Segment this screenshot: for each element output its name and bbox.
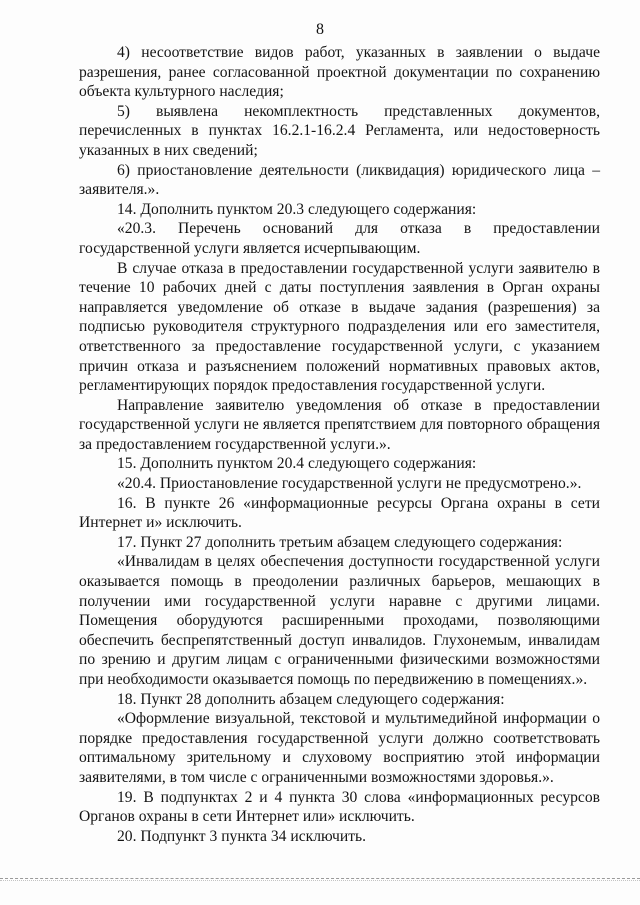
paragraph-refusal-notice: В случае отказа в предоставлении государственной услуги заявителю в течение 10 рабочих дней с даты поступления заявления в Орган охраны направляется уведомление об отказе в выдаче задания (разрешения) за подписью руководителя структурного подразделения или его заместителя, ответственного за предоставление государственной услуги, с указанием причин отказа и разъяснением положений нормативных правовых актов, регламентирующих порядок предоставления государственной услуги. <box>79 259 600 395</box>
paragraph-point-20: 20. Подпункт 3 пункта 34 исключить. <box>117 827 367 845</box>
paragraph-quote-visual-info: «Оформление визуальной, текстовой и мультимедийной информации о порядке предоставления государственной услуги должно соответствовать оптимальному зрительному и слуховому восприятию этой информации заявителями, в том числе с ограниченными возможностями здоровья.». <box>79 710 600 786</box>
paragraph-item-6: 6) приостановление деятельности (ликвидация) юридического лица – заявителя.». <box>79 161 600 199</box>
paragraph-point-14: 14. Дополнить пунктом 20.3 следующего содержания: <box>117 200 477 218</box>
paragraph-item-4: 4) несоответствие видов работ, указанных в заявлении о выдаче разрешения, ранее согласованной проектной документации по сохранению объекта культурного наследия; <box>79 44 600 101</box>
paragraph-quote-20-4: «20.4. Приостановление государственной услуги не предусмотрено.». <box>117 475 582 493</box>
paragraph-item-5: 5) выявлена некомплектность представленных документов, перечисленных в пунктах 16.2.1-16.2.4 Регламента, или недостоверность указанных в них сведений; <box>79 102 600 159</box>
paragraph-quote-disabled-access: «Инвалидам в целях обеспечения доступности государственной услуги оказывается помощь в преодолении различных барьеров, мешающих в получении ими государственной услуги наравне с другими лицами. Помещения оборудуются расширенными проходами, позволяющими обеспечить беспрепятственный доступ инвалидов. Глухонемым, инвалидам по зрению и другим лицам с ограниченными физическими возможностями при необходимости оказывается помощь по передвижению в помещениях.». <box>79 553 600 688</box>
scan-edge-line <box>0 878 640 879</box>
page-number: 8 <box>316 21 324 38</box>
paragraph-point-16: 16. В пункте 26 «информационные ресурсы Органа охраны в сети Интернет и» исключить. <box>79 494 600 532</box>
paragraph-point-17: 17. Пункт 27 дополнить третьим абзацем следующего содержания: <box>117 533 563 551</box>
scan-edge-line-secondary <box>0 880 640 881</box>
paragraph-quote-20-3: «20.3. Перечень оснований для отказа в предоставлении государственной услуги является исчерпывающим. <box>79 220 600 257</box>
paragraph-point-19: 19. В подпунктах 2 и 4 пункта 30 слова «информационных ресурсов Органов охраны в сети Интернет или» исключить. <box>79 788 600 826</box>
document-body <box>79 43 600 846</box>
paragraph-point-18: 18. Пункт 28 дополнить абзацем следующего содержания: <box>117 690 505 708</box>
paragraph-point-15: 15. Дополнить пунктом 20.4 следующего содержания: <box>117 455 477 473</box>
paragraph-repeat-application: Направление заявителю уведомления об отказе в предоставлении государственной услуги не является препятствием для повторного обращения за предоставлением государственной услуги.». <box>79 396 600 453</box>
